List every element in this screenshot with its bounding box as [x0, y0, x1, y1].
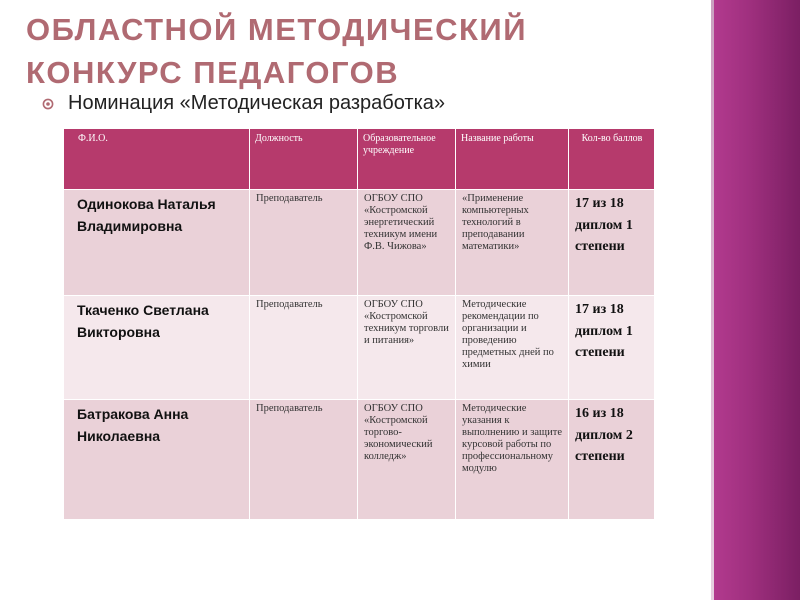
- cell-name: Одинокова Наталья Владимировна: [64, 190, 250, 296]
- subtitle: [42, 92, 445, 115]
- cell-position: Преподаватель: [250, 296, 358, 400]
- table-row: [64, 400, 655, 520]
- header-name: Ф.И.О.: [64, 129, 250, 190]
- header-institution: Образовательное учреждение: [358, 129, 456, 190]
- table-row: [64, 296, 655, 400]
- table-row: [64, 190, 655, 296]
- table-header-row: [64, 129, 655, 190]
- cell-institution: ОГБОУ СПО «Костромской энергетический техникум имени Ф.В. Чижова»: [358, 190, 456, 296]
- cell-name: Ткаченко Светлана Викторовна: [64, 296, 250, 400]
- cell-name: Батракова Анна Николаевна: [64, 400, 250, 520]
- decorative-right-band: [714, 0, 800, 600]
- header-position: Должность: [250, 129, 358, 190]
- slide-title: [26, 8, 706, 94]
- header-score: Кол-во баллов: [569, 129, 655, 190]
- cell-position: Преподаватель: [250, 400, 358, 520]
- results-table: [63, 128, 655, 520]
- cell-score: 16 из 18 диплом 2 степени: [569, 400, 655, 520]
- title-line-2: КОНКУРС ПЕДАГОГОВ: [26, 55, 400, 90]
- cell-work: Методические указания к выполнению и защите курсовой работы по профессиональному модулю: [456, 400, 569, 520]
- cell-institution: ОГБОУ СПО «Костромской техникум торговли и питания»: [358, 296, 456, 400]
- cell-work: «Применение компьютерных технологий в преподавании математики»: [456, 190, 569, 296]
- cell-score: 17 из 18 диплом 1 степени: [569, 296, 655, 400]
- title-line-1: ОБЛАСТНОЙ МЕТОДИЧЕСКИЙ: [26, 12, 527, 47]
- cell-institution: ОГБОУ СПО «Костромской торгово-экономический колледж»: [358, 400, 456, 520]
- cell-work: Методические рекомендации по организации и проведению предметных дней по химии: [456, 296, 569, 400]
- cell-position: Преподаватель: [250, 190, 358, 296]
- subtitle-text: Номинация «Методическая разработка»: [68, 92, 446, 114]
- circle-bullet-icon: [42, 98, 54, 110]
- header-work: Название работы: [456, 129, 569, 190]
- cell-score: 17 из 18 диплом 1 степени: [569, 190, 655, 296]
